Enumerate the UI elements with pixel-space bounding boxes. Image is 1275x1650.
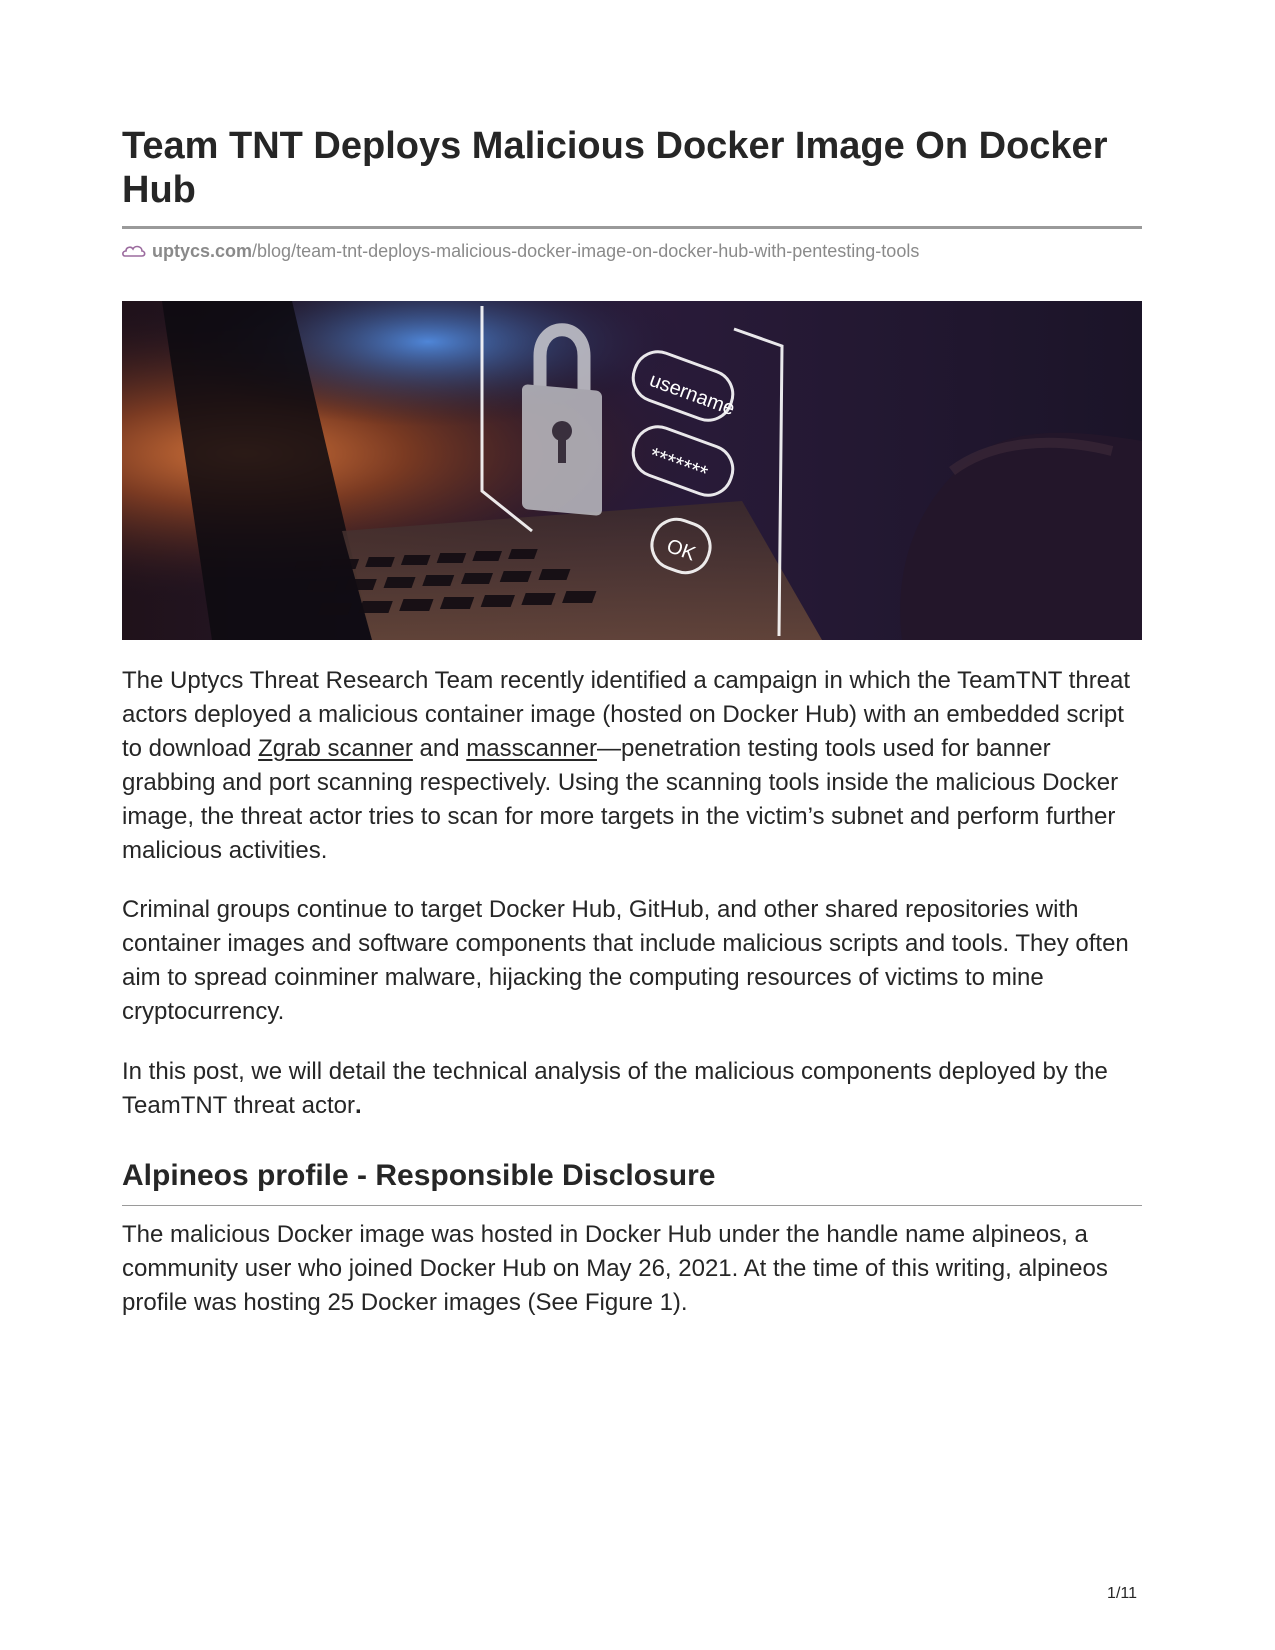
title-divider: [122, 226, 1142, 229]
article-title: Team TNT Deploys Malicious Docker Image On Docker Hub: [122, 125, 1108, 211]
paragraph-intro: [122, 664, 1142, 868]
hero-image: [122, 301, 1142, 640]
hero-password-text: *******: [646, 442, 712, 487]
source-url[interactable]: [122, 240, 919, 262]
hero-ok-text: OK: [663, 534, 699, 566]
source-domain[interactable]: uptycs.com: [152, 241, 253, 261]
paragraph-alpineos: The malicious Docker image was hosted in Docker Hub under the handle name alpineos, a community user who joined Docker Hub on May 26, 2021. At the time of this writing, alpineos profile was hosting 25 Docker images (See Figure 1).: [122, 1221, 1108, 1316]
paragraph-intro-part3: —penetration testing tools used for banner grabbing and port scanning respectively. Using the scanning tools inside the malicious Docker image, the threat actor tries to scan for more targets in the victim’s subnet and perform further malicious activities.: [122, 735, 1119, 864]
cloud-icon: [122, 241, 146, 255]
section-divider: [122, 1205, 1142, 1206]
section-heading: Alpineos profile - Responsible Disclosure: [122, 1159, 716, 1192]
paragraph-post-overview-period: .: [354, 1092, 362, 1119]
zgrab-scanner-link[interactable]: Zgrab scanner: [258, 735, 413, 762]
page-number: 1/11: [1107, 1585, 1137, 1602]
paragraph-criminal-groups: Criminal groups continue to target Docker Hub, GitHub, and other shared repositories with container images and software components that include malicious scripts and tools. They often aim to spread coinminer malware, hijacking the computing resources of victims to mine cryptocurrency.: [122, 896, 1129, 1025]
paragraph-post-overview-text: In this post, we will detail the technical analysis of the malicious components deployed by the TeamTNT threat actor: [122, 1058, 1108, 1119]
paragraph-post-overview: [122, 1055, 1142, 1123]
source-path[interactable]: /blog/team-tnt-deploys-malicious-docker-image-on-docker-hub-with-pentesting-tools: [252, 241, 920, 261]
hero-username-text: username: [646, 369, 738, 421]
paragraph-intro-part1: The Uptycs Threat Research Team recently identified a campaign in which the TeamTNT threat actors deployed a malicious container image (hosted on Docker Hub) with an embedded script to download: [122, 667, 1131, 762]
masscanner-link[interactable]: masscanner: [466, 735, 597, 762]
paragraph-intro-part2: and: [412, 735, 467, 762]
